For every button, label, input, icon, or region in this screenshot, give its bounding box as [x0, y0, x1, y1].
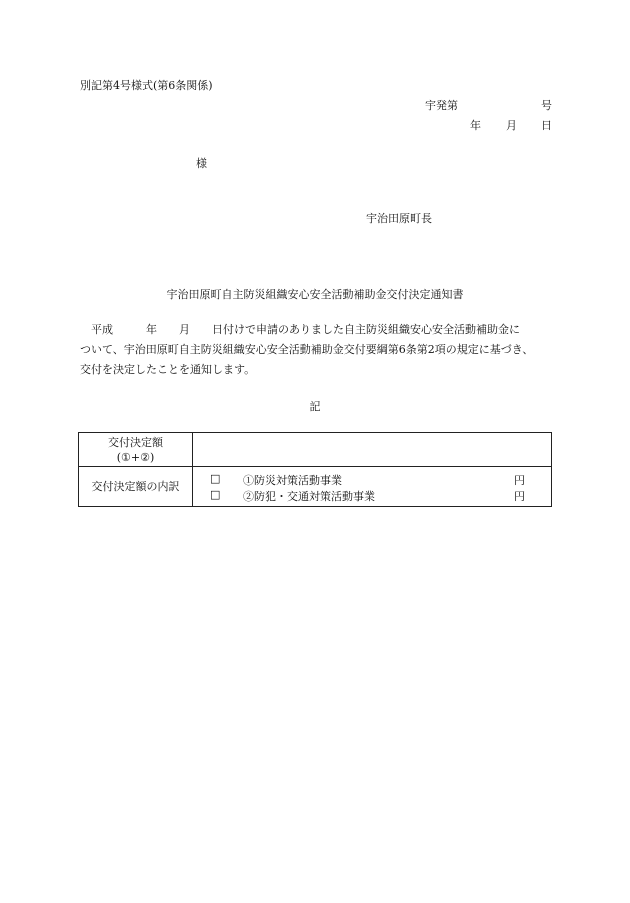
yen-unit: 円 — [514, 473, 525, 487]
grant-amount-label-line2: (①+②) — [116, 450, 155, 464]
date-year: 年 — [470, 119, 481, 132]
notice-body-line: 交付を決定したことを通知します。 — [80, 363, 256, 376]
breakdown-label: 交付決定額の内訳 — [79, 467, 193, 507]
grant-amount-label — [79, 433, 193, 467]
date-day: 日 — [541, 119, 552, 132]
checkbox-icon[interactable]: □ — [210, 471, 221, 485]
notice-body — [80, 320, 552, 380]
table-row — [79, 467, 552, 507]
form-label: 別記第4号様式(第6条関係) — [80, 79, 213, 92]
table-row — [79, 433, 552, 467]
checkbox-icon[interactable]: □ — [210, 487, 221, 501]
breakdown-item — [193, 471, 551, 487]
grant-amount-value — [193, 433, 552, 467]
notice-body-line: ついて、宇治田原町自主防災組織安心安全活動補助金交付要綱第6条第2項の規定に基づき、 — [80, 343, 534, 356]
addressee-honorific: 様 — [196, 157, 207, 170]
date-month: 月 — [506, 119, 517, 132]
issuer-name: 宇治田原町長 — [366, 212, 432, 225]
document-number-prefix: 宇発第 — [425, 99, 458, 112]
yen-unit: 円 — [514, 489, 525, 503]
breakdown-item-name: ②防犯・交通対策活動事業 — [243, 489, 375, 503]
notice-body-line: 平成 年 月 日付けで申請のありました自主防災組織安心安全活動補助金に — [91, 323, 520, 336]
document-title: 宇治田原町自主防災組織安心安全活動補助金交付決定通知書 — [166, 288, 464, 301]
ki-heading: 記 — [309, 400, 321, 413]
breakdown-item-name: ①防災対策活動事業 — [243, 473, 342, 487]
grant-table — [78, 432, 552, 507]
breakdown-items — [193, 467, 552, 507]
grant-amount-label-line1: 交付決定額 — [108, 435, 163, 449]
breakdown-item — [193, 487, 551, 503]
document-number-suffix: 号 — [541, 99, 552, 112]
